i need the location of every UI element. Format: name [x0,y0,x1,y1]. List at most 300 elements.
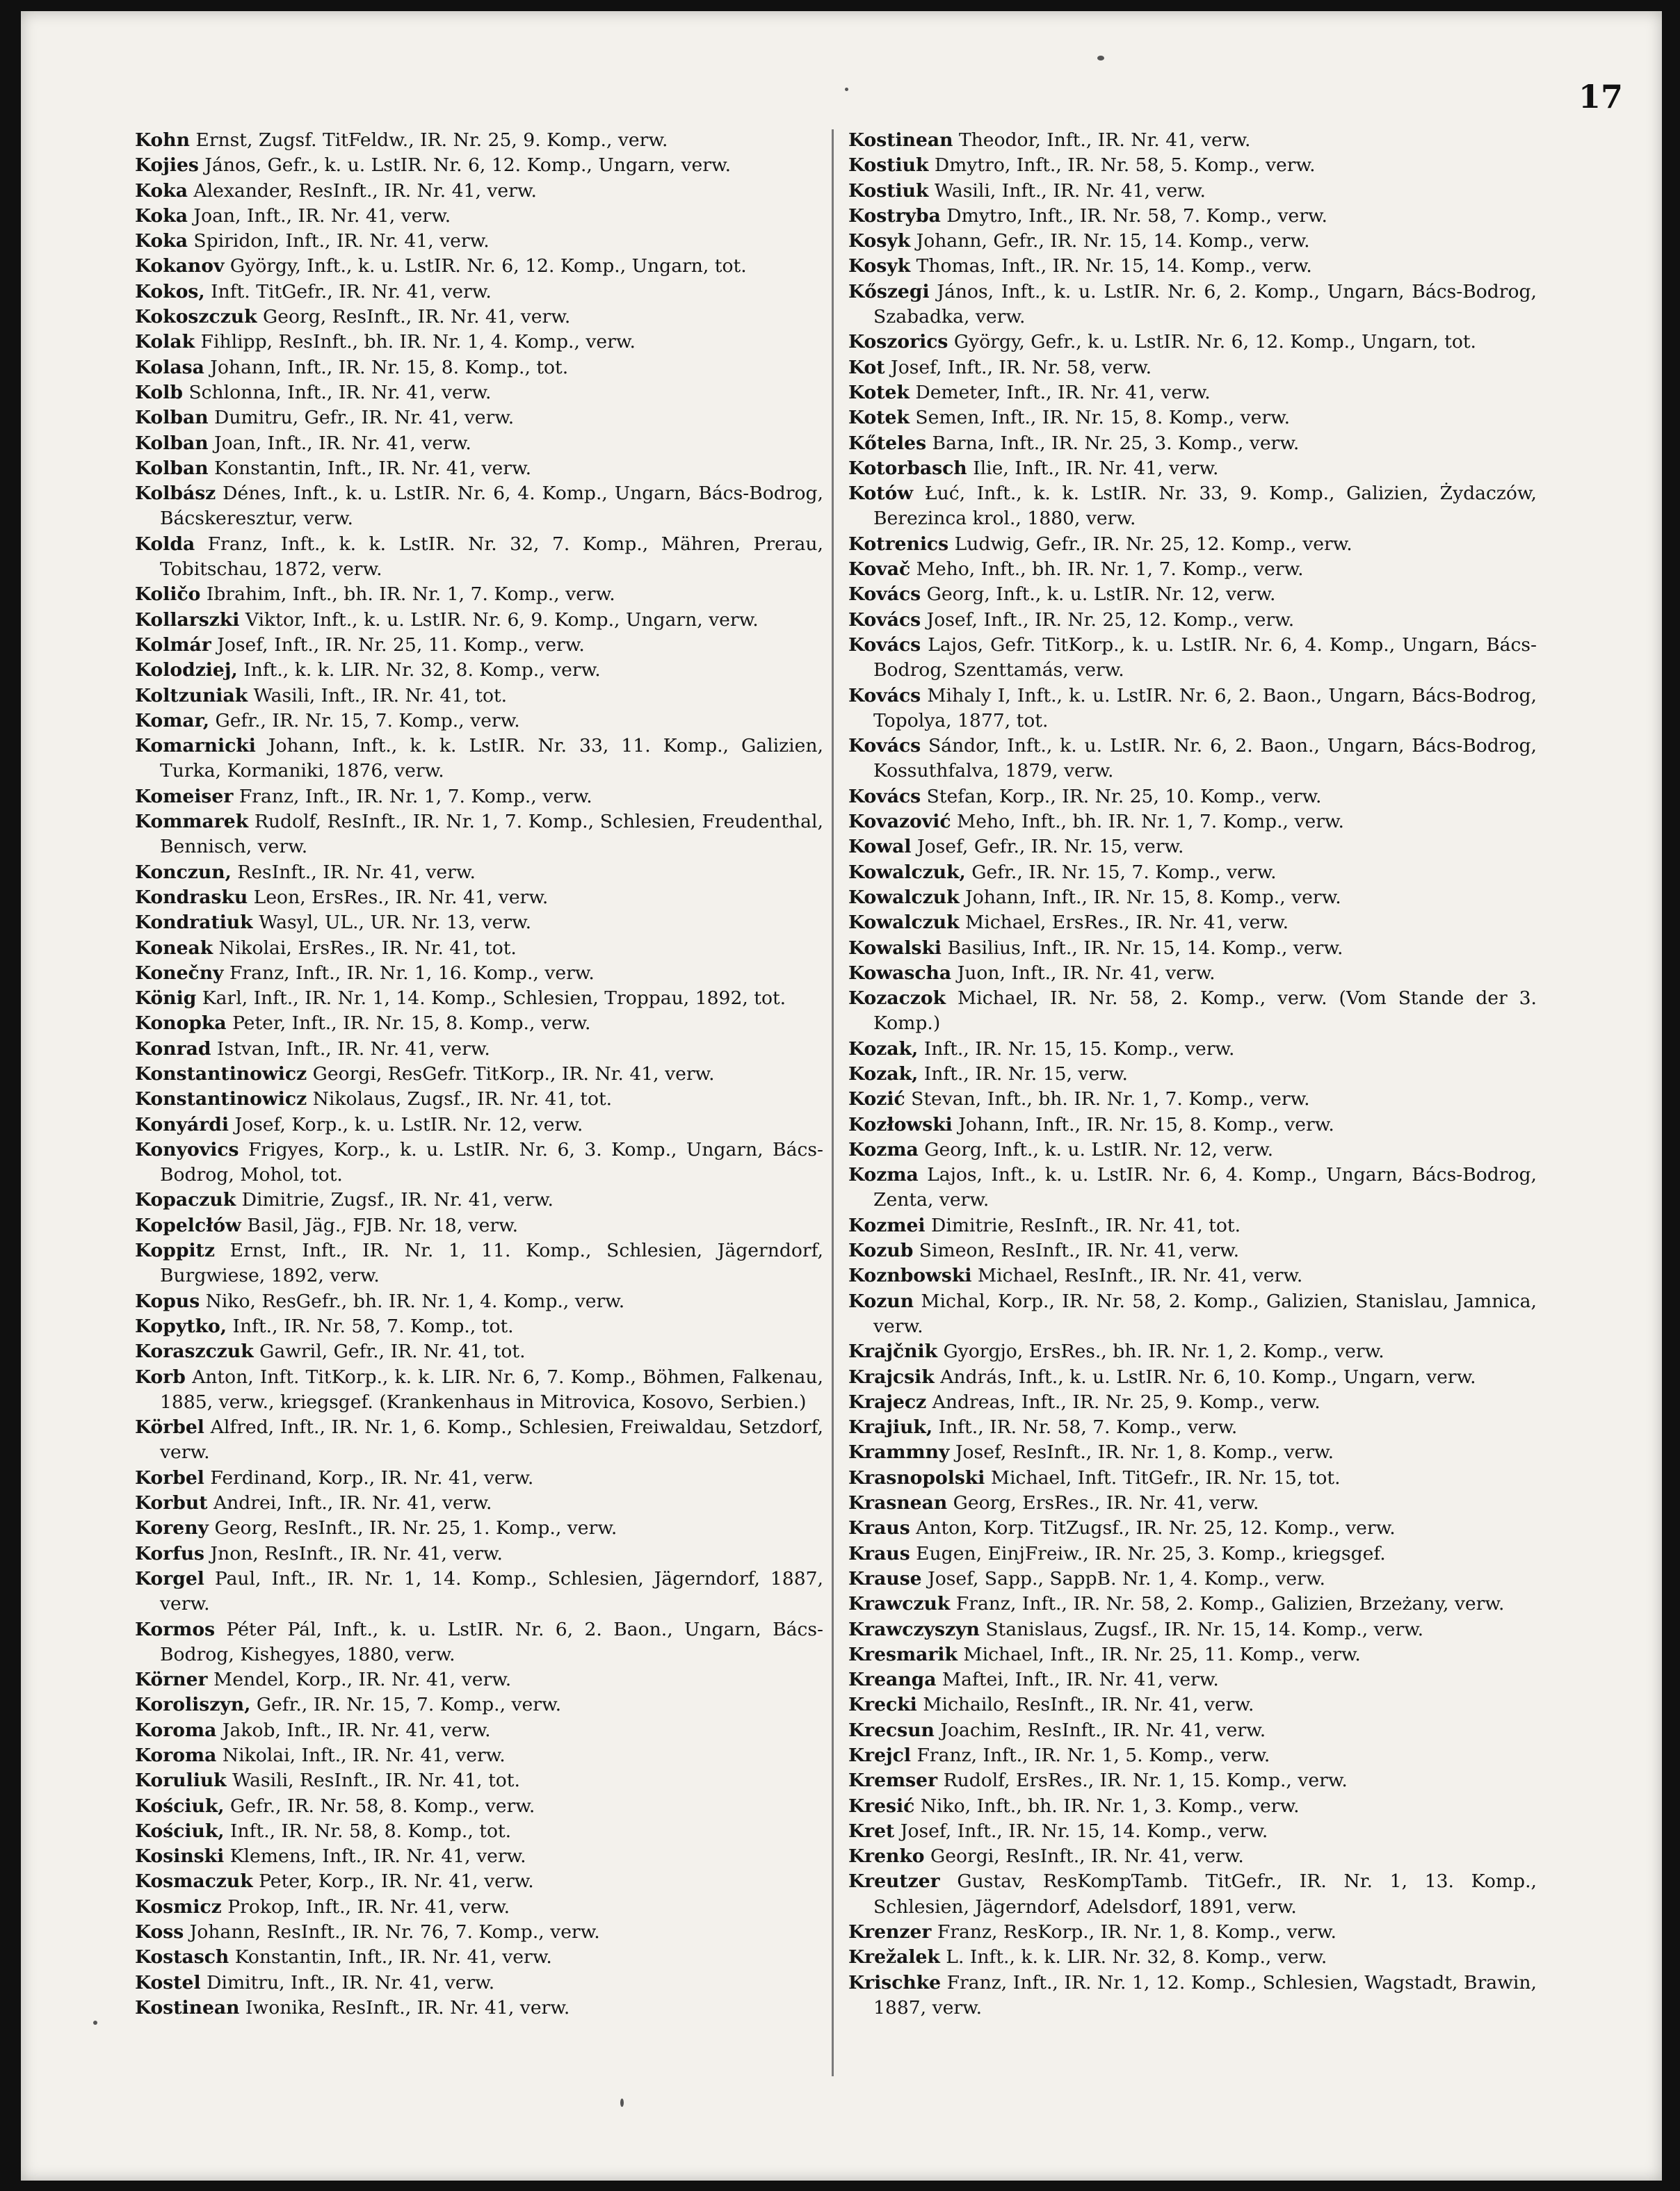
list-item [135,1743,823,1768]
list-item [135,1037,823,1062]
entry-details: Sándor, Inft., k. u. LstIR. Nr. 6, 2. Baon., Ungarn, Bács-Bodrog, Kossuthfalva, 1879, verw. [873,735,1537,782]
list-item [848,734,1537,784]
list-item [848,456,1537,481]
entry-details: Georg, Inft., k. u. LstIR. Nr. 12, verw. [926,583,1276,606]
list-item [135,784,823,809]
list-item [135,431,823,456]
list-item [135,456,823,481]
entry-surname: Kościuk, [135,1820,225,1842]
entry-details: Wasili, Inft., IR. Nr. 41, tot. [253,684,508,706]
entry-surname: Konopka [135,1012,227,1035]
entry-details: Johann, Inft., IR. Nr. 15, 8. Komp., verw. [965,886,1341,908]
entry-surname: Krause [848,1567,922,1590]
entry-surname: Kostiuk [848,179,929,202]
entry-details: Rudolf, ErsRes., IR. Nr. 1, 15. Komp., verw. [943,1770,1348,1792]
entry-surname: Kovács [848,684,921,706]
list-item [848,860,1537,885]
list-item [135,204,823,229]
entry-details: Lajos, Inft., k. u. LstIR. Nr. 6, 4. Komp., Ungarn, Bács-Bodrog, Zenta, verw. [873,1164,1537,1211]
entry-surname: Koltzuniak [135,684,248,706]
list-item [848,1567,1537,1592]
list-item [848,1692,1537,1717]
entry-surname: Koppitz [135,1240,215,1262]
entry-surname: Kopaczuk [135,1189,236,1211]
print-speck [93,2021,97,2025]
entry-details: Demeter, Inft., IR. Nr. 41, verw. [915,381,1211,403]
list-item [848,153,1537,178]
list-item [848,532,1537,557]
entry-surname: Kovazović [848,811,951,833]
entry-surname: Konečny [135,962,224,984]
entry-surname: Krežalek [848,1946,940,1968]
list-item [848,1617,1537,1642]
list-item [848,179,1537,204]
entry-details: Georgi, ResInft., IR. Nr. 41, verw. [930,1845,1244,1868]
list-item [848,229,1537,254]
entry-details: Andrei, Inft., IR. Nr. 41, verw. [213,1492,492,1514]
list-item [135,1567,823,1617]
entry-details: Franz, Inft., IR. Nr. 58, 2. Komp., Galizien, Brzeżany, verw. [955,1593,1505,1615]
entry-surname: Korb [135,1366,186,1388]
entry-surname: Krecki [848,1694,917,1716]
entry-details: Joachim, ResInft., IR. Nr. 41, verw. [940,1719,1266,1741]
list-item [848,834,1537,859]
entry-surname: Kopus [135,1290,200,1312]
entry-details: Ernst, Inft., IR. Nr. 1, 11. Komp., Schlesien, Jägerndorf, Burgwiese, 1892, verw. [160,1240,823,1287]
entry-surname: Kondrasku [135,886,248,908]
entry-details: Dénes, Inft., k. u. LstIR. Nr. 6, 4. Komp., Ungarn, Bács-Bodrog, Bácskeresztur, verw. [160,483,823,530]
entry-surname: Konstantinowicz [135,1088,307,1110]
entry-details: Theodor, Inft., IR. Nr. 41, verw. [958,129,1251,151]
list-item [135,1415,823,1466]
entry-surname: Krecsun [848,1719,935,1741]
entry-details: Łuć, Inft., k. k. LstIR. Nr. 33, 9. Komp., Galizien, Żydaczów, Berezinca krol., 1880, verw. [873,483,1537,530]
list-item [848,633,1537,684]
list-item [135,1794,823,1819]
entry-surname: Kozłowski [848,1113,953,1135]
entry-surname: Koss [135,1921,184,1943]
entry-details: Nikolaus, Zugsf., IR. Nr. 41, tot. [312,1088,613,1110]
entry-surname: Kormos [135,1618,216,1640]
list-item [135,1542,823,1567]
entry-surname: Koroliszyn, [135,1694,251,1716]
entry-surname: Kondratiuk [135,912,253,934]
entry-details: Prokop, Inft., IR. Nr. 41, verw. [227,1895,510,1918]
entry-surname: Komar, [135,709,209,731]
entry-surname: Kolbász [135,483,216,505]
entry-surname: Koreny [135,1517,209,1539]
list-item [848,1743,1537,1768]
entry-surname: Kosmicz [135,1895,222,1918]
list-item [848,1945,1537,1970]
entry-details: Franz, Inft., IR. Nr. 1, 12. Komp., Schlesien, Wagstadt, Brawin, 1887, verw. [873,1971,1537,2019]
entry-surname: Kozić [848,1088,905,1110]
list-item [135,481,823,532]
list-item [135,1996,823,2021]
right-column [848,128,1537,2021]
entry-surname: Krajčnik [848,1341,938,1363]
entry-surname: Konrad [135,1037,211,1060]
list-item [848,557,1537,582]
entry-surname: Kozak, [848,1037,919,1060]
entry-surname: Koka [135,230,188,252]
list-item [135,1844,823,1869]
entry-details: Josef, Gefr., IR. Nr. 15, verw. [916,836,1184,858]
entry-details: Gyorgjo, ErsRes., bh. IR. Nr. 1, 2. Komp., verw. [943,1341,1384,1363]
entry-surname: Krajcsik [848,1366,935,1388]
list-item [135,734,823,784]
entry-surname: Koruliuk [135,1770,227,1792]
entry-surname: Koka [135,204,188,227]
list-item [848,1844,1537,1869]
entry-surname: Korfus [135,1542,205,1565]
column-divider [832,129,834,2076]
entry-surname: Koszorics [848,331,948,353]
entry-surname: Krammny [848,1441,950,1464]
entry-surname: Kozma [848,1138,919,1161]
list-item [848,1037,1537,1062]
list-item [848,1491,1537,1516]
entry-surname: Krenzer [848,1921,932,1943]
list-item [135,280,823,305]
entry-details: Barna, Inft., IR. Nr. 25, 3. Komp., verw. [932,432,1300,454]
list-item [848,1339,1537,1364]
entry-surname: Kovács [848,608,921,631]
entry-details: Wasili, Inft., IR. Nr. 41, verw. [934,179,1206,202]
entry-details: Gawril, Gefr., IR. Nr. 41, tot. [259,1341,526,1363]
list-item [848,431,1537,456]
list-item [848,1087,1537,1112]
entry-details: Ernst, Zugsf. TitFeldw., IR. Nr. 25, 9. Komp., verw. [195,129,668,151]
list-item [848,405,1537,430]
entry-details: Josef, ResInft., IR. Nr. 1, 8. Komp., verw. [955,1441,1334,1464]
list-item [135,1920,823,1945]
entry-details: Josef, Inft., IR. Nr. 58, verw. [891,356,1152,378]
entry-surname: Kolban [135,407,209,429]
entry-surname: Krasnopolski [848,1466,985,1489]
entry-details: Konstantin, Inft., IR. Nr. 41, verw. [214,457,532,479]
entry-surname: König [135,987,197,1010]
entry-details: Inft., IR. Nr. 58, 7. Komp., tot. [232,1315,514,1337]
entry-details: Gefr., IR. Nr. 15, 7. Komp., verw. [256,1694,562,1716]
list-item [135,1339,823,1364]
entry-details: Ludwig, Gefr., IR. Nr. 25, 12. Komp., verw. [954,533,1352,555]
entry-details: Dimitrie, ResInft., IR. Nr. 41, tot. [931,1214,1241,1236]
entry-details: Paul, Inft., IR. Nr. 1, 14. Komp., Schlesien, Jägerndorf, 1887, verw. [160,1567,823,1615]
list-item [848,1920,1537,1945]
entry-details: Johann, ResInft., IR. Nr. 76, 7. Komp., verw. [189,1921,600,1943]
entry-surname: Kolodziej, [135,659,238,681]
entry-details: Josef, Inft., IR. Nr. 25, 12. Komp., verw. [926,608,1295,631]
entry-details: Dumitru, Gefr., IR. Nr. 41, verw. [214,407,515,429]
list-item [848,128,1537,153]
entry-surname: Kowalczuk [848,886,960,908]
list-item [848,481,1537,532]
entry-details: Johann, Inft., IR. Nr. 15, 8. Komp., verw. [958,1113,1334,1135]
entry-details: Johann, Inft., IR. Nr. 15, 8. Komp., tot. [210,356,569,378]
entry-surname: Kosmaczuk [135,1870,253,1893]
entry-details: Stanislaus, Zugsf., IR. Nr. 15, 14. Komp., verw. [985,1618,1424,1640]
entry-surname: Krischke [848,1971,942,1994]
entry-surname: Krawczuk [848,1593,951,1615]
list-item [848,1415,1537,1440]
list-item [135,153,823,178]
entry-details: György, Inft., k. u. LstIR. Nr. 6, 12. Komp., Ungarn, tot. [229,255,747,277]
print-speck [620,2099,624,2107]
entry-surname: Kovács [848,583,921,606]
entry-details: Georg, ResInft., IR. Nr. 25, 1. Komp., verw. [214,1517,617,1539]
entry-details: Iwonika, ResInft., IR. Nr. 41, verw. [245,1996,570,2019]
entry-details: Maftei, Inft., IR. Nr. 41, verw. [942,1669,1219,1691]
entry-surname: Kojies [135,154,199,177]
list-item [848,280,1537,330]
entry-details: Niko, Inft., bh. IR. Nr. 1, 3. Komp., verw. [920,1795,1300,1817]
entry-surname: Kreutzer [848,1870,940,1893]
entry-details: Georg, ErsRes., IR. Nr. 41, verw. [953,1492,1259,1514]
entry-details: Joan, Inft., IR. Nr. 41, verw. [193,204,451,227]
entry-details: Péter Pál, Inft., k. u. LstIR. Nr. 6, 2. Baon., Ungarn, Bács-Bodrog, Kishegyes, 1880, verw. [160,1618,823,1665]
entry-details: Leon, ErsRes., IR. Nr. 41, verw. [253,886,549,908]
entry-surname: Kotów [848,483,914,505]
list-item [135,1718,823,1743]
entry-surname: Kőteles [848,432,927,454]
list-item [135,1062,823,1087]
entry-surname: Kowalczuk [848,912,960,934]
entry-surname: Komeiser [135,785,234,807]
entry-details: Gefr., IR. Nr. 15, 7. Komp., verw. [215,709,520,731]
entry-details: Michael, Inft., IR. Nr. 25, 11. Komp., verw. [963,1643,1361,1665]
entry-details: Gustav, ResKompTamb. TitGefr., IR. Nr. 1, 13. Komp., Schlesien, Jägerndorf, Adelsdorf, 1891, verw. [873,1870,1537,1918]
list-item [135,885,823,910]
entry-surname: Kopelcłów [135,1214,241,1236]
entry-surname: Kostinean [848,129,953,151]
list-item [848,1365,1537,1390]
entry-details: Josef, Korp., k. u. LstIR. Nr. 12, verw. [234,1113,583,1135]
entry-details: Michael, Inft. TitGefr., IR. Nr. 15, tot. [990,1466,1341,1489]
entry-details: Thomas, Inft., IR. Nr. 15, 14. Komp., verw. [916,255,1312,277]
list-item [848,809,1537,834]
entry-details: Josef, Inft., IR. Nr. 25, 11. Komp., verw. [217,633,585,656]
entry-details: Michal, Korp., IR. Nr. 58, 2. Komp., Galizien, Stanislau, Jamnica, verw. [873,1290,1537,1337]
list-item [135,1768,823,1793]
list-item [135,684,823,709]
entry-details: Fihlipp, ResInft., bh. IR. Nr. 1, 4. Komp., verw. [200,331,636,353]
entry-surname: Kotek [848,381,910,403]
list-item [135,405,823,430]
entry-surname: Kohn [135,129,190,151]
list-item [135,1113,823,1138]
entry-surname: Količo [135,583,201,606]
entry-details: Basil, Jäg., FJB. Nr. 18, verw. [247,1214,519,1236]
entry-surname: Koroma [135,1745,217,1766]
list-item [135,1819,823,1844]
entry-surname: Kokos, [135,280,205,302]
list-item [135,1011,823,1036]
entry-details: Viktor, Inft., k. u. LstIR. Nr. 6, 9. Komp., Ungarn, verw. [245,608,759,631]
entry-surname: Konyárdi [135,1113,229,1135]
list-item [135,936,823,961]
entry-surname: Kowalczuk, [848,861,966,883]
entry-surname: Kosyk [848,230,911,252]
list-item [135,658,823,683]
entry-details: Inft., k. k. LIR. Nr. 32, 8. Komp., verw. [243,659,601,681]
list-item [135,1945,823,1970]
entry-details: Meho, Inft., bh. IR. Nr. 1, 7. Komp., verw. [957,811,1344,833]
entry-surname: Kot [848,356,885,378]
entry-details: Semen, Inft., IR. Nr. 15, 8. Komp., verw. [915,407,1291,429]
list-item [135,1667,823,1692]
entry-details: Franz, Inft., IR. Nr. 1, 7. Komp., verw. [239,785,592,807]
entry-surname: Kostinean [135,1996,240,2019]
entry-details: Frigyes, Korp., k. u. LstIR. Nr. 6, 3. Komp., Ungarn, Bács-Bodrog, Mohol, tot. [160,1138,823,1186]
list-item [848,1794,1537,1819]
entry-surname: Kolban [135,432,209,454]
entry-surname: Kozak, [848,1062,919,1085]
list-item [135,1087,823,1112]
entry-details: Michael, ErsRes., IR. Nr. 41, verw. [965,912,1289,934]
entry-surname: Kowal [848,836,912,858]
list-item [848,1819,1537,1844]
entry-details: Anton, Inft. TitKorp., k. k. LIR. Nr. 6, 7. Komp., Böhmen, Falkenau, 1885, verw., kriegsgef. (Krankenhaus in Mitrovica, Kosovo, Serbien.) [160,1366,823,1413]
list-item [135,1516,823,1541]
list-item [135,355,823,380]
entry-surname: Konstantinowicz [135,1062,307,1085]
entry-details: Simeon, ResInft., IR. Nr. 41, verw. [919,1240,1240,1262]
list-item [135,1466,823,1491]
entry-details: Klemens, Inft., IR. Nr. 41, verw. [229,1845,526,1868]
entry-details: Georgi, ResGefr. TitKorp., IR. Nr. 41, verw. [312,1062,715,1085]
list-item [135,254,823,279]
entry-details: Johann, Inft., k. k. LstIR. Nr. 33, 11. Komp., Galizien, Turka, Kormaniki, 1876, verw. [160,735,823,782]
entry-surname: Korbut [135,1492,208,1514]
entry-details: Nikolai, Inft., IR. Nr. 41, verw. [222,1745,506,1766]
entry-surname: Krejcl [848,1745,911,1766]
entry-details: Josef, Sapp., SappB. Nr. 1, 4. Komp., verw. [928,1567,1325,1590]
entry-surname: Kraus [848,1542,910,1565]
entry-surname: Kolb [135,381,183,403]
entry-surname: Krajiuk, [848,1416,933,1439]
entry-surname: Kret [848,1820,895,1842]
list-item [135,330,823,355]
book-page [21,11,1662,2181]
entry-details: Inft., IR. Nr. 15, 15. Komp., verw. [923,1037,1235,1060]
list-item [135,1314,823,1339]
entry-details: Jnon, ResInft., IR. Nr. 41, verw. [210,1542,503,1565]
entry-details: András, Inft., k. u. LstIR. Nr. 6, 10. Komp., Ungarn, verw. [940,1366,1476,1388]
list-item [848,355,1537,380]
list-item [848,1263,1537,1288]
entry-surname: Kotorbasch [848,457,967,479]
list-item [135,986,823,1011]
entry-details: Franz, ResKorp., IR. Nr. 1, 8. Komp., verw. [937,1921,1336,1943]
entry-surname: Kresić [848,1795,915,1817]
entry-details: Wasyl, UL., UR. Nr. 13, verw. [259,912,532,934]
entry-details: Dimitru, Inft., IR. Nr. 41, verw. [207,1971,495,1994]
list-item [135,380,823,405]
list-item [135,910,823,935]
list-item [848,1062,1537,1087]
entry-details: Dimitrie, Zugsf., IR. Nr. 41, verw. [241,1189,554,1211]
list-item [135,229,823,254]
entry-surname: Kovács [848,735,921,757]
entry-surname: Kokoszczuk [135,306,257,328]
list-item [848,1869,1537,1920]
entry-surname: Koraszczuk [135,1341,254,1363]
entry-surname: Kosyk [848,255,911,277]
list-item [135,633,823,658]
entry-surname: Krenko [848,1845,925,1868]
entry-details: Wasili, ResInft., IR. Nr. 41, tot. [232,1770,520,1792]
list-item [848,1238,1537,1263]
list-item [135,961,823,986]
entry-surname: Kopytko, [135,1315,227,1337]
list-item [848,684,1537,734]
list-item [848,885,1537,910]
entry-surname: Kostel [135,1971,201,1994]
left-column [135,128,823,2021]
list-item [135,709,823,734]
list-item [135,1289,823,1314]
entry-details: Ilie, Inft., IR. Nr. 41, verw. [973,457,1219,479]
entry-surname: Körner [135,1669,208,1691]
entry-surname: Kovács [848,785,921,807]
list-item [135,582,823,607]
entry-details: Stevan, Inft., bh. IR. Nr. 1, 7. Komp., verw. [911,1088,1310,1110]
list-item [848,1213,1537,1238]
list-item [848,1768,1537,1793]
list-item [135,1971,823,1996]
list-item [135,608,823,633]
entry-surname: Kotrenics [848,533,949,555]
entry-details: Michael, ResInft., IR. Nr. 41, verw. [977,1265,1303,1287]
entry-details: Stefan, Korp., IR. Nr. 25, 10. Komp., verw. [926,785,1322,807]
entry-surname: Kotek [848,407,910,429]
entry-surname: Kolak [135,331,195,353]
list-item [848,1542,1537,1567]
entry-details: Dmytro, Inft., IR. Nr. 58, 7. Komp., verw. [946,204,1327,227]
entry-surname: Kozun [848,1290,914,1312]
list-item [848,1971,1537,2021]
entry-details: Michailo, ResInft., IR. Nr. 41, verw. [923,1694,1254,1716]
list-item [848,1138,1537,1163]
entry-details: Mihaly I, Inft., k. u. LstIR. Nr. 6, 2. Baon., Ungarn, Bács-Bodrog, Topolya, 1877, tot. [873,684,1537,731]
list-item [848,1289,1537,1340]
entry-surname: Körbel [135,1416,204,1439]
list-item [135,532,823,583]
entry-surname: Krasnean [848,1492,948,1514]
entry-details: Inft. TitGefr., IR. Nr. 41, verw. [211,280,492,302]
entry-details: Georg, ResInft., IR. Nr. 41, verw. [263,306,571,328]
print-speck [845,88,848,91]
entry-details: Josef, Inft., IR. Nr. 15, 14. Komp., verw. [900,1820,1268,1842]
list-item [848,1440,1537,1465]
list-item [848,1667,1537,1692]
list-item [848,784,1537,809]
entry-details: L. Inft., k. k. LIR. Nr. 32, 8. Komp., verw. [946,1946,1327,1968]
entry-surname: Konyovics [135,1138,239,1161]
list-item [848,1592,1537,1617]
entry-details: Gefr., IR. Nr. 15, 7. Komp., verw. [971,861,1277,883]
entry-surname: Kowascha [848,962,952,984]
entry-details: Inft., IR. Nr. 58, 7. Komp., verw. [938,1416,1238,1439]
list-item [848,254,1537,279]
list-item [848,330,1537,355]
entry-details: Dmytro, Inft., IR. Nr. 58, 5. Komp., verw. [934,154,1316,177]
entry-details: Niko, ResGefr., bh. IR. Nr. 1, 4. Komp., verw. [205,1290,625,1312]
list-item [135,1869,823,1894]
entry-details: Inft., IR. Nr. 58, 8. Komp., tot. [230,1820,512,1842]
entry-details: Ferdinand, Korp., IR. Nr. 41, verw. [210,1466,534,1489]
